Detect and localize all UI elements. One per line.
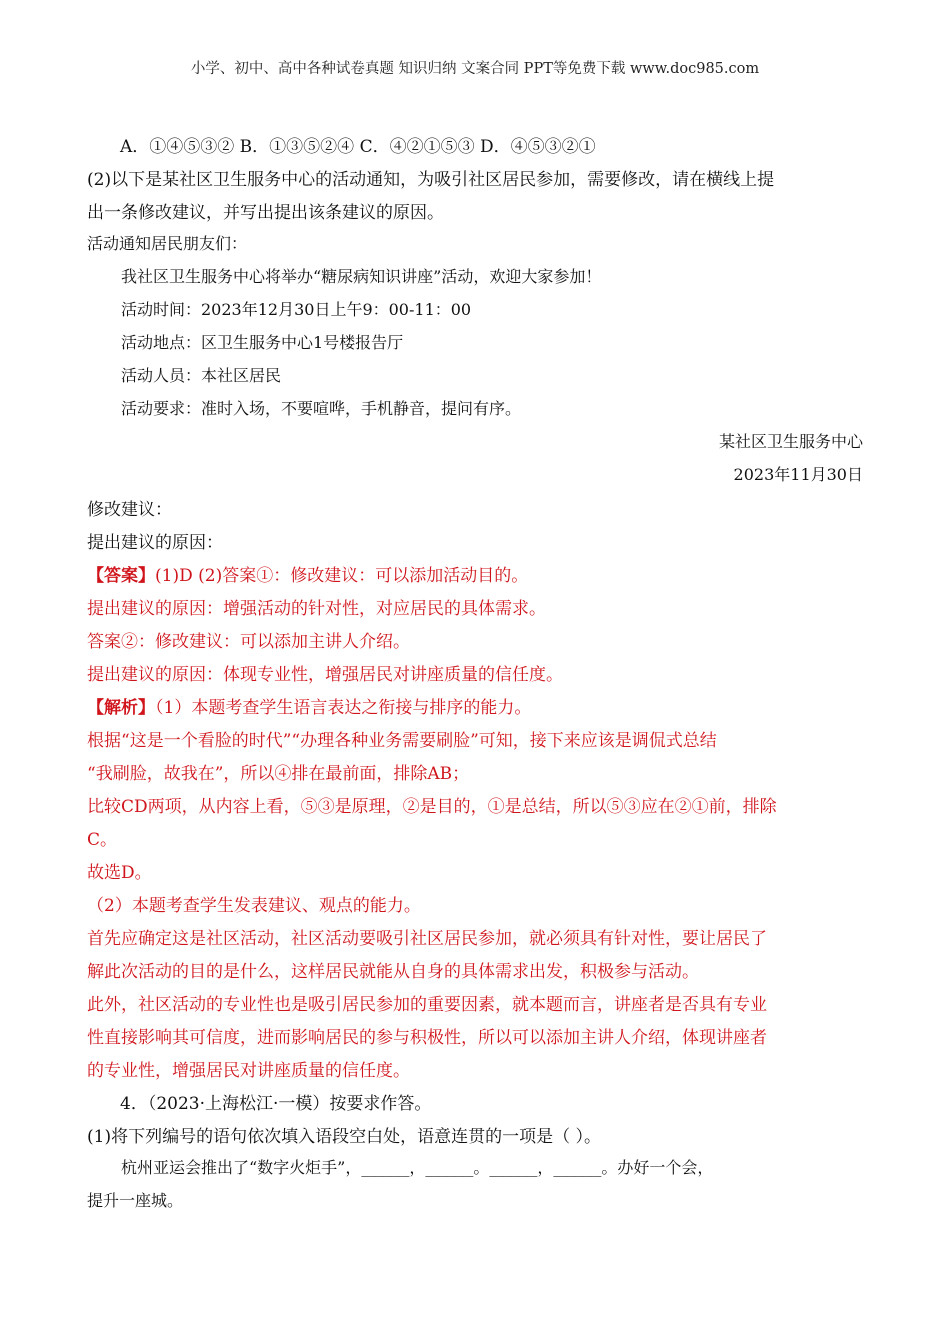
analysis-line-9: 解此次活动的目的是什么，这样居民就能从自身的具体需求出发，积极参与活动。 (87, 962, 699, 982)
analysis-line-5: C。 (87, 830, 118, 850)
question-4-sub-1: (1)将下列编号的语句依次填入语段空白处，语意连贯的一项是（ ）。 (87, 1127, 601, 1147)
analysis-line-6: 故选D。 (87, 863, 152, 883)
answer-tag: 【答案】 (87, 566, 155, 586)
analysis-line-3: “我刷脸，故我在”，所以④排在最前面，排除AB； (87, 764, 470, 784)
analysis-line-10: 此外，社区活动的专业性也是吸引居民参加的重要因素，就本题而言，讲座者是否具有专业 (87, 995, 767, 1015)
analysis-line-1 (87, 693, 531, 718)
question-4-paragraph-line-2: 提升一座城。 (87, 1191, 184, 1210)
notice-date: 2023年11月30日 (733, 465, 863, 484)
analysis-tag: 【解析】 (87, 698, 155, 718)
answer-line-4: 提出建议的原因：体现专业性，增强居民对讲座质量的信任度。 (87, 665, 563, 685)
page-header: 小学、初中、高中各种试卷真题 知识归纳 文案合同 PPT等免费下载 www.doc985.com (190, 61, 760, 77)
notice-place: 活动地点：区卫生服务中心1号楼报告厅 (121, 333, 404, 352)
question-4-paragraph-line-1: 杭州亚运会推出了“数字火炬手”，______，______。______，______。办好一个会， (121, 1158, 714, 1177)
notice-greeting: 活动通知居民朋友们： (87, 234, 248, 253)
answer-line-3: 答案②：修改建议：可以添加主讲人介绍。 (87, 632, 410, 652)
answer-line-1 (87, 561, 528, 586)
analysis-text-1: （1）本题考查学生语言表达之衔接与排序的能力。 (155, 698, 532, 718)
notice-requirements: 活动要求：准时入场，不要喧哗，手机静音，提问有序。 (121, 399, 522, 418)
answer-text-1: (1)D (2)答案①：修改建议：可以添加活动目的。 (155, 566, 529, 586)
notice-intro: 我社区卫生服务中心将举办“糖尿病知识讲座”活动，欢迎大家参加！ (121, 267, 602, 286)
answer-line-2: 提出建议的原因：增强活动的针对性，对应居民的具体需求。 (87, 599, 546, 619)
analysis-line-12: 的专业性，增强居民对讲座质量的信任度。 (87, 1061, 410, 1081)
question-4-title: 4．（2023·上海松江·一模）按要求作答。 (120, 1094, 432, 1114)
question-2-line-1: (2)以下是某社区卫生服务中心的活动通知，为吸引社区居民参加，需要修改，请在横线上提 (87, 170, 775, 190)
reason-blank-label: 提出建议的原因： (87, 533, 223, 553)
analysis-line-8: 首先应确定这是社区活动，社区活动要吸引社区居民参加，就必须具有针对性，要让居民了 (87, 929, 767, 949)
notice-signature: 某社区卫生服务中心 (718, 432, 863, 451)
analysis-line-2: 根据“这是一个看脸的时代”“办理各种业务需要刷脸”可知，接下来应该是调侃式总结 (87, 731, 717, 751)
answer-options: A．①④⑤③② B．①③⑤②④ C．④②①⑤③ D．④⑤③②① (120, 137, 596, 157)
notice-time: 活动时间：2023年12月30日上午9：00-11：00 (121, 300, 472, 319)
analysis-line-11: 性直接影响其可信度，进而影响居民的参与积极性，所以可以添加主讲人介绍，体现讲座者 (87, 1028, 767, 1048)
analysis-line-7: （2）本题考查学生发表建议、观点的能力。 (87, 896, 421, 916)
suggestion-blank-label: 修改建议： (87, 500, 172, 520)
question-2-line-2: 出一条修改建议，并写出提出该条建议的原因。 (87, 203, 444, 223)
notice-people: 活动人员：本社区居民 (121, 366, 282, 385)
analysis-line-4: 比较CD两项，从内容上看，⑤③是原理，②是目的，①是总结，所以⑤③应在②①前，排除 (87, 797, 777, 817)
